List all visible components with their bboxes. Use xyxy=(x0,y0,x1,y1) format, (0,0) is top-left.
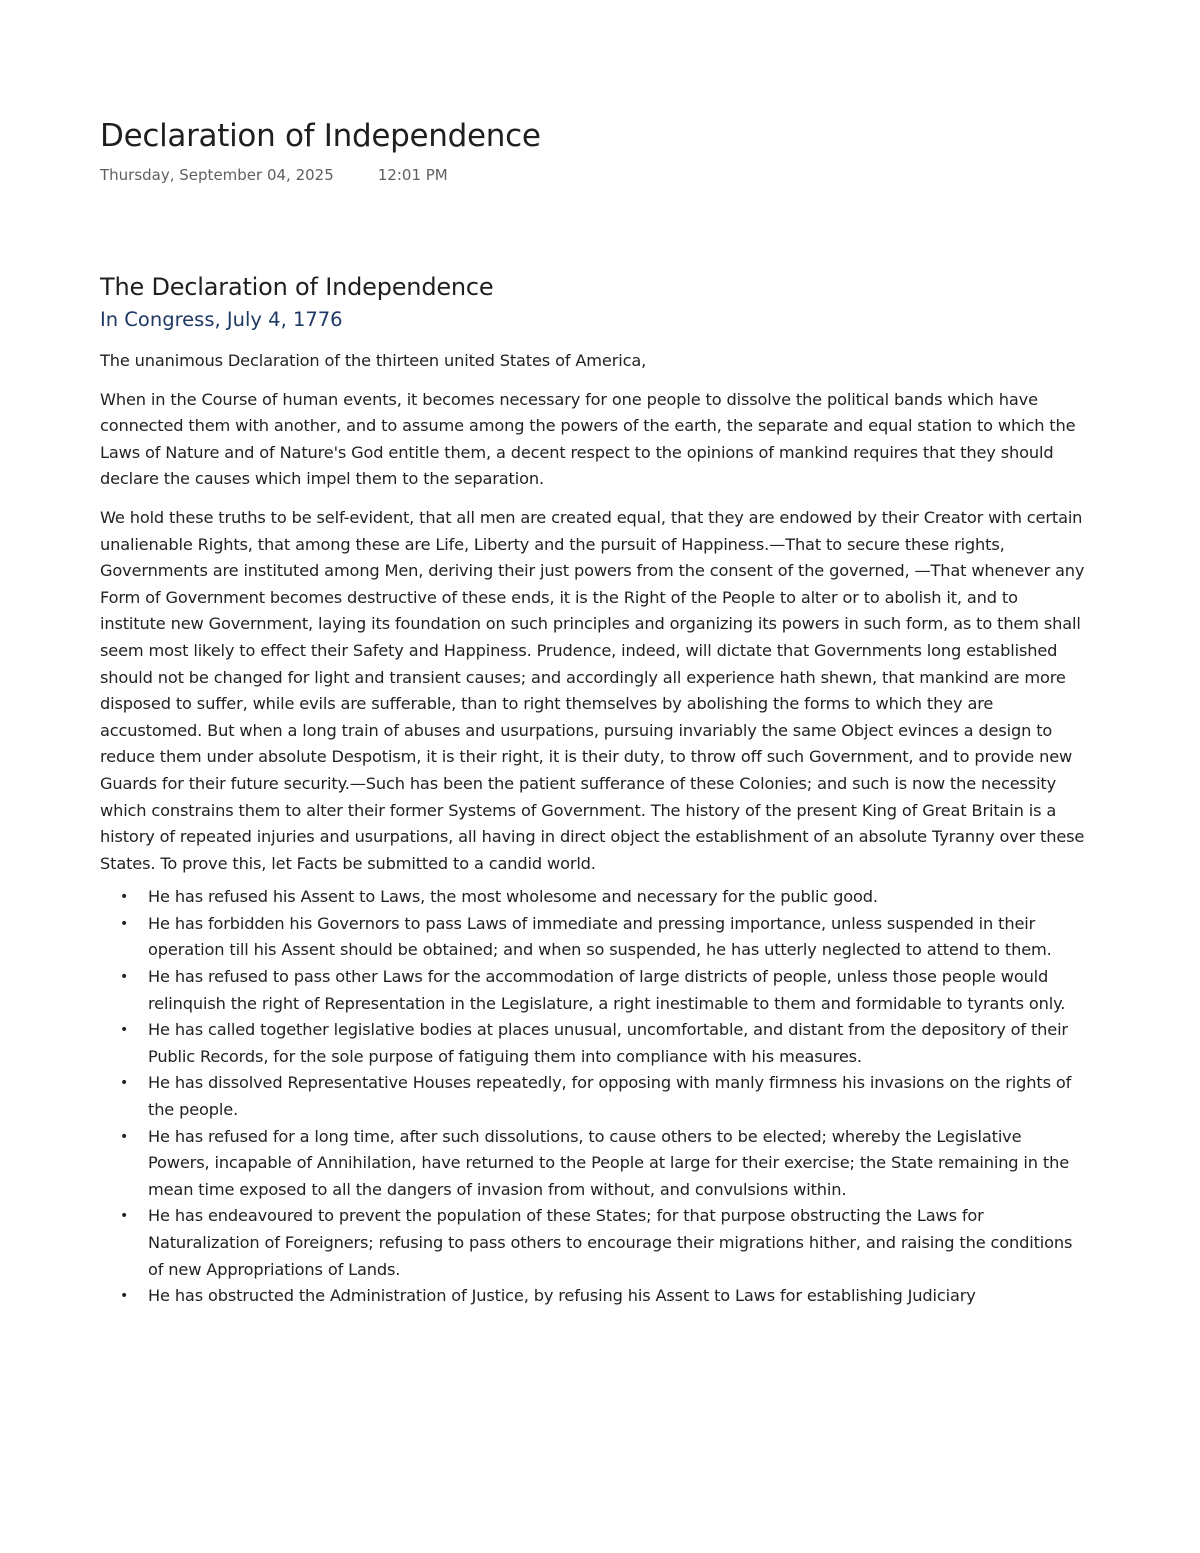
bullet-icon: • xyxy=(120,1075,129,1092)
page-title: Declaration of Independence xyxy=(100,118,541,154)
paragraph-preamble-title: The unanimous Declaration of the thirteen united States of America, xyxy=(100,351,647,370)
document-heading: The Declaration of Independence xyxy=(100,273,494,301)
list-item-text: He has forbidden his Governors to pass Laws of immediate and pressing importance, unless suspended in their operation till his Assent should be obtained; and when so suspended, he has utterly neglected to attend to them. xyxy=(148,913,1052,960)
bullet-icon: • xyxy=(120,889,129,906)
bullet-icon: • xyxy=(120,1208,129,1225)
note-time: 12:01 PM xyxy=(377,166,448,184)
list-item xyxy=(100,911,1085,964)
bullet-icon: • xyxy=(120,1022,129,1039)
note-date: Thursday, September 04, 2025 xyxy=(100,166,334,184)
list-item-text: He has refused to pass other Laws for the accommodation of large districts of people, unless those people would relinquish the right of Representation in the Legislature, a right inestimable to them and formidable to tyrants only. xyxy=(148,967,1066,1013)
list-item xyxy=(100,1017,1085,1070)
bullet-icon: • xyxy=(120,969,129,986)
grievance-list xyxy=(100,884,1085,1310)
list-item-text: He has obstructed the Administration of Justice, by refusing his Assent to Laws for establishing Judiciary xyxy=(148,1286,976,1306)
list-item xyxy=(100,1283,1085,1310)
bullet-icon: • xyxy=(120,1288,129,1305)
note-body xyxy=(100,270,1085,1310)
list-item xyxy=(100,964,1085,1017)
bullet-icon: • xyxy=(120,1128,129,1145)
list-item-text: He has endeavoured to prevent the population of these States; for that purpose obstructing the Laws for Naturalization of Foreigners; refusing to pass others to encourage their migrations hither, and raising the conditions of new Appropriations of Lands. xyxy=(148,1206,1073,1279)
list-item-text: He has refused his Assent to Laws, the most wholesome and necessary for the public good. xyxy=(148,887,878,907)
list-item-text: He has dissolved Representative Houses repeatedly, for opposing with manly firmness his invasions on the rights of the people. xyxy=(148,1073,1072,1120)
paragraph-introduction: When in the Course of human events, it becomes necessary for one people to dissolve the political bands which have connected them with another, and to assume among the powers of the earth, the separate and equal station to which the Laws of Nature and of Nature's God entitle them, a decent respect to the opinions of mankind requires that they should declare the causes which impel them to the separation. xyxy=(100,389,1076,489)
list-item xyxy=(100,1203,1085,1283)
list-item-text: He has called together legislative bodies at places unusual, uncomfortable, and distant from the depository of their Public Records, for the sole purpose of fatiguing them into compliance with his measures. xyxy=(148,1020,1068,1066)
note-meta xyxy=(100,166,448,184)
list-item xyxy=(100,1070,1085,1123)
document-subheading: In Congress, July 4, 1776 xyxy=(100,308,343,331)
list-item-text: He has refused for a long time, after such dissolutions, to cause others to be elected; whereby the Legislative Powers, incapable of Annihilation, have returned to the People at large for their exercise; the State remaining in the mean time exposed to all the dangers of invasion from without, and convulsions within. xyxy=(148,1126,1069,1199)
list-item xyxy=(100,1124,1085,1204)
bullet-icon: • xyxy=(120,915,129,932)
list-item xyxy=(100,884,1085,911)
paragraph-self-evident-truths: We hold these truths to be self-evident, that all men are created equal, that they are endowed by their Creator with certain unalienable Rights, that among these are Life, Liberty and the pursuit of Happiness.—That to secure these rights, Governments are instituted among Men, deriving their just powers from the consent of the governed, —That whenever any Form of Government becomes destructive of these ends, it is the Right of the People to alter or to abolish it, and to institute new Government, laying its foundation on such principles and organizing its powers in such form, as to them shall seem most likely to effect their Safety and Happiness. Prudence, indeed, will dictate that Governments long established should not be changed for light and transient causes; and accordingly all experience hath shewn, that mankind are more disposed to suffer, while evils are sufferable, than to right themselves by abolishing the forms to which they are accustomed. But when a long train of abuses and usurpations, pursuing invariably the same Object evinces a design to reduce them under absolute Despotism, it is their right, it is their duty, to throw off such Government, and to provide new Guards for their future security.—Such has been the patient sufferance of these Colonies; and such is now the necessity which constrains them to alter their former Systems of Government. The history of the present King of Great Britain is a history of repeated injuries and usurpations, all having in direct object the establishment of an absolute Tyranny over these States. To prove this, let Facts be submitted to a candid world. xyxy=(100,507,1085,873)
